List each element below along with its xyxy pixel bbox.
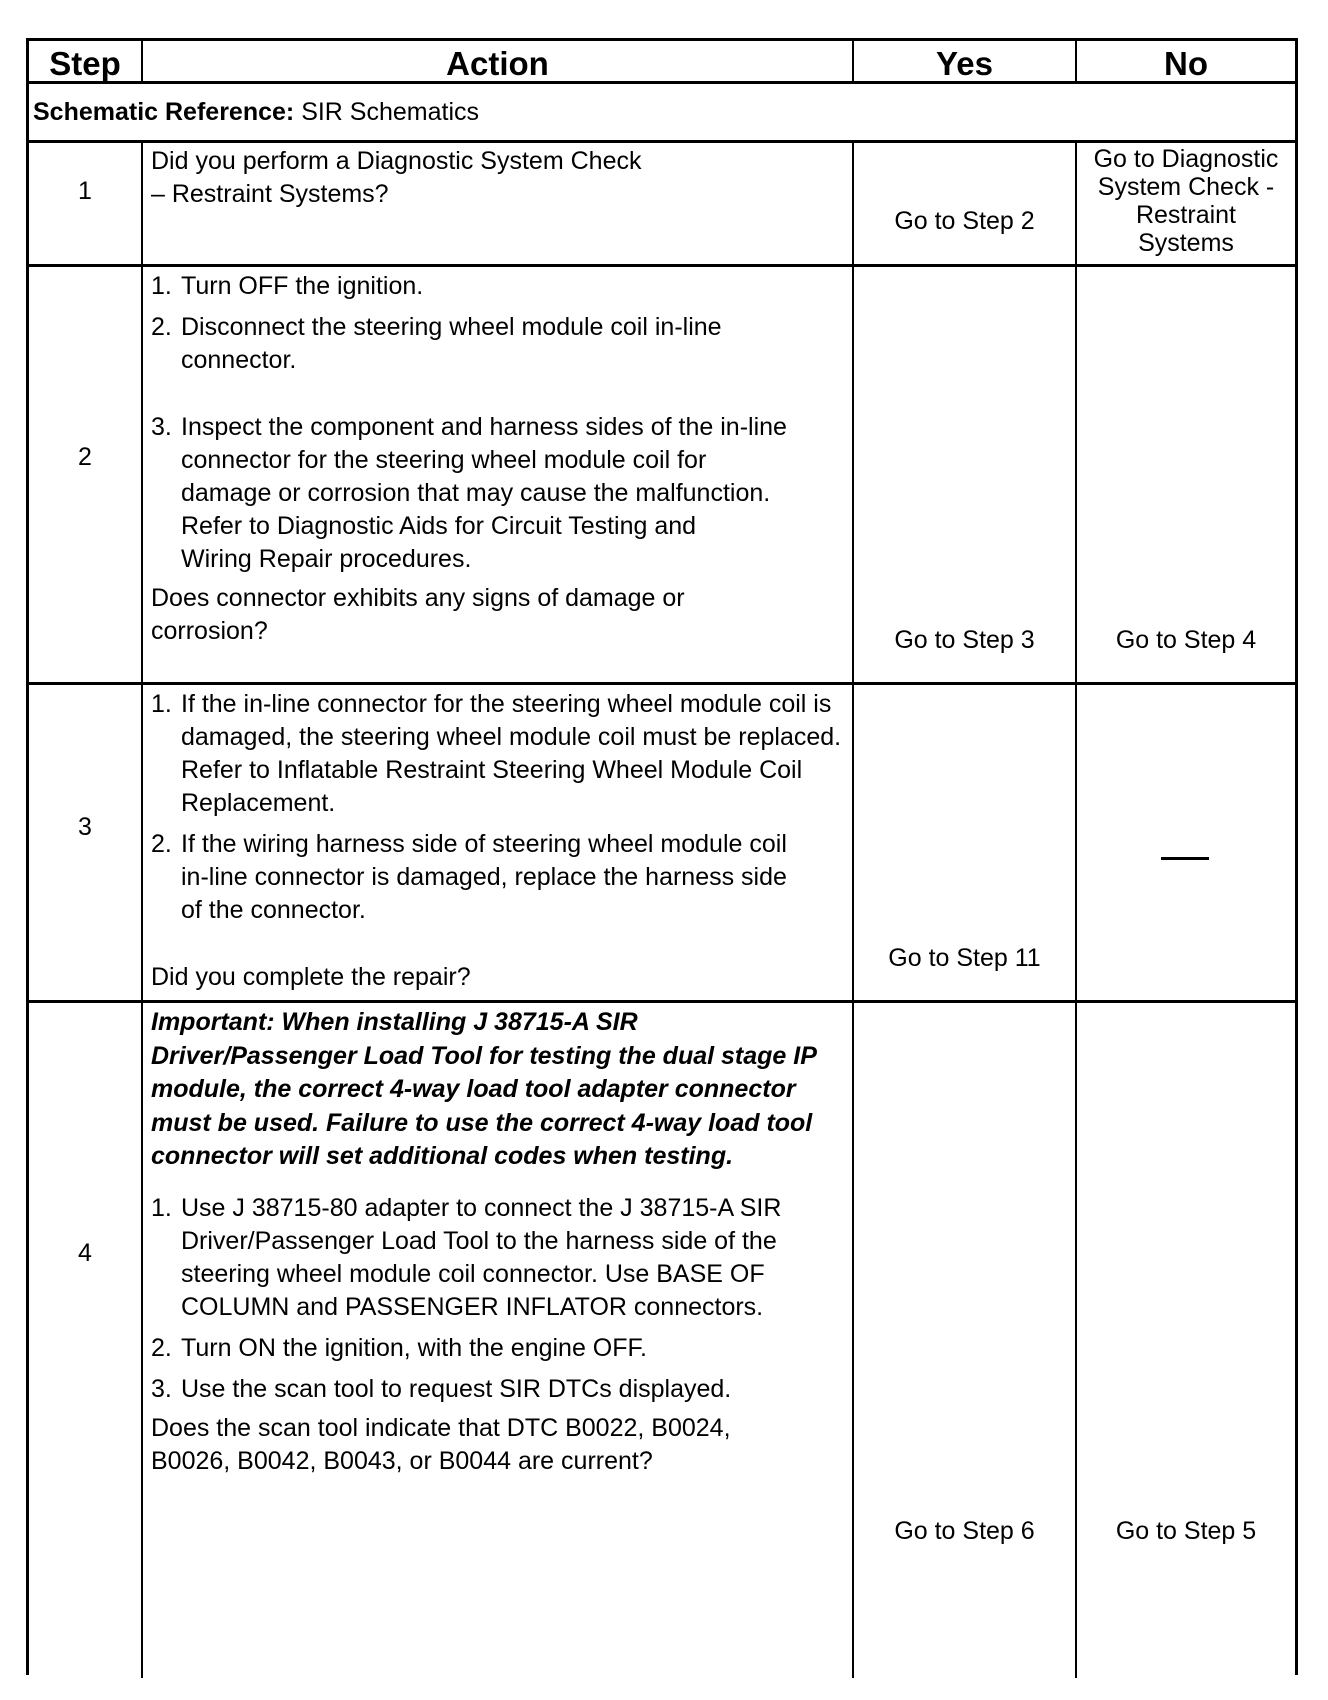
header-action: Action (143, 41, 854, 81)
action-text (151, 270, 848, 648)
question-text: Does the scan tool indicate that DTC B0022, B0024, B0026, B0042, B0043, or B0044 are current? (151, 1413, 731, 1475)
table-row (29, 267, 1295, 685)
table-row (29, 685, 1295, 1003)
header-step: Step (29, 41, 143, 81)
table-row (29, 1003, 1295, 1678)
action-text: Did you perform a Diagnostic System Check – Restraint Systems? (151, 147, 642, 208)
question-text: Did you complete the repair? (151, 963, 471, 991)
no-result: Go to Diagnostic System Check - Restraint Systems (1093, 145, 1279, 257)
step-number: 2 (78, 443, 92, 471)
action-text (151, 1006, 848, 1478)
schematic-reference (29, 84, 1295, 140)
list-item: 1. Turn OFF the ignition. (151, 272, 424, 300)
no-result-dash (1161, 857, 1209, 860)
table-row (29, 143, 1295, 267)
schematic-value: SIR Schematics (301, 98, 480, 126)
important-note: Important: When installing J 38715-A SIR Driver/Passenger Load Tool for testing the dual stage IP module, the correct 4-way load tool adapter connector must be used. Failure to use the correct 4-way load tool connector will set additional codes when testing. (151, 1008, 816, 1170)
no-result: Go to Step 4 (1115, 626, 1257, 654)
header-no: No (1164, 45, 1208, 82)
question-text: Does connector exhibits any signs of damage or corrosion? (151, 584, 685, 645)
schematic-reference-row (29, 84, 1295, 143)
step-number: 1 (78, 177, 92, 205)
schematic-label: Schematic Reference: (33, 98, 295, 126)
step-number: 3 (78, 813, 92, 841)
yes-result: Go to Step 6 (894, 1517, 1035, 1545)
list-item: 2. Turn ON the ignition, with the engine OFF. (151, 1333, 647, 1362)
list-item: 1. If the in-line connector for the steering wheel module coil is damaged, the steering wheel module coil must be replaced. Refer to Inflatable Restraint Steering Wheel Module Coil Replacement. (151, 690, 842, 817)
diagnostic-table (26, 38, 1298, 1675)
yes-result: Go to Step 2 (894, 207, 1035, 235)
yes-result: Go to Step 11 (888, 944, 1041, 972)
note-text: Refer to Diagnostic Aids for Circuit Testing and Wiring Repair procedures. (181, 512, 697, 573)
yes-result: Go to Step 3 (894, 626, 1035, 654)
no-result: Go to Step 5 (1115, 1517, 1257, 1545)
list-item: 2. Disconnect the steering wheel module coil in-line connector. (151, 313, 722, 374)
header-yes: Yes (854, 41, 1077, 81)
list-item: 1. Use J 38715-80 adapter to connect the J 38715-A SIR Driver/Passenger Load Tool to the harness side of the steering wheel module coil connector. Use BASE OF COLUMN and PASSENGER INFLATOR connectors. (151, 1193, 782, 1321)
list-item: 2. If the wiring harness side of steering wheel module coil in-line connector is damaged, replace the harness side of the connector. (151, 830, 787, 924)
action-text (151, 688, 848, 994)
list-item: 3. Inspect the component and harness sides of the in-line connector for the steering wheel module coil for damage or corrosion that may cause the malfunction. (151, 413, 787, 507)
table-header-row (29, 41, 1295, 84)
step-number: 4 (78, 1239, 92, 1267)
list-item: 3. Use the scan tool to request SIR DTCs displayed. (151, 1374, 732, 1403)
